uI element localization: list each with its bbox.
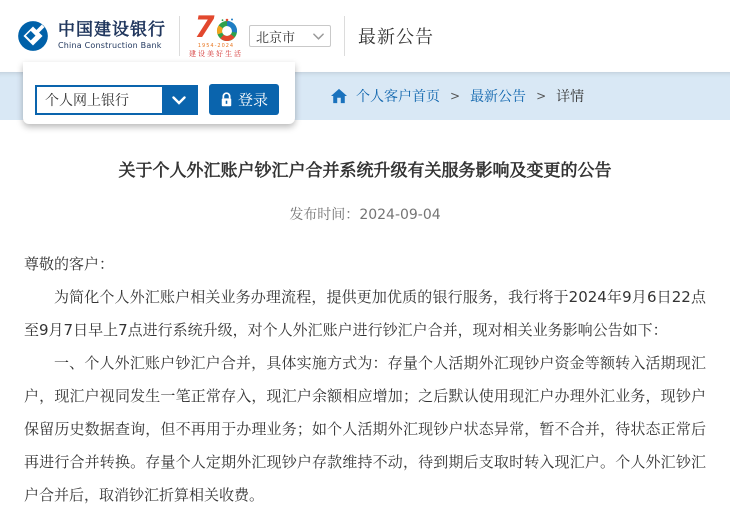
- article-body: [24, 248, 706, 512]
- channel-selector-value: 个人网上银行: [45, 93, 129, 109]
- article-content: [0, 120, 730, 504]
- anniversary-70-logo: [189, 10, 243, 58]
- publish-date: 2024-09-04: [359, 207, 441, 223]
- home-icon[interactable]: [330, 88, 348, 104]
- publish-time-label: 发布时间：: [289, 207, 360, 223]
- anniversary-number: [194, 10, 237, 45]
- breadcrumb: [330, 86, 584, 106]
- channel-selector[interactable]: [35, 85, 198, 115]
- city-selector[interactable]: [249, 25, 331, 47]
- breadcrumb-announcements-link[interactable]: 最新公告: [470, 89, 527, 105]
- anniversary-7: 7: [194, 10, 215, 45]
- login-button[interactable]: [209, 84, 279, 115]
- article-title: 关于个人外汇账户钞汇户合并系统升级有关服务影响及变更的公告: [118, 161, 612, 181]
- login-button-label: 登录: [237, 91, 268, 109]
- paragraph-intro: 为简化个人外汇账户相关业务办理流程，提供更加优质的银行服务，我行将于2024年9月6日22点至9月7日早上7点进行系统升级，对个人外汇账户进行钞汇户合并，现对相关业务影响公告如下：: [24, 288, 706, 339]
- paragraph-item-1: 一、个人外汇账户钞汇户合并，具体实施方式为：存量个人活期外汇现钞户资金等额转入活期现汇户，现汇户视同发生一笔正常存入，现汇户余额相应增加；之后默认使用现汇户办理外汇业务，现钞户保留历史数据查询，但不再用于办理业务；如个人活期外汇现钞户状态异常，暂不合并，待状态正常后再进行合并转换。存量个人定期外汇现钞户存款维持不动，待到期后支取时转入现汇户。个人外汇钞汇户合并后，取消钞汇折算相关收费。: [24, 354, 706, 504]
- ccb-emblem-icon: [15, 18, 51, 54]
- lock-icon: [220, 92, 233, 107]
- breadcrumb-home-link[interactable]: 个人客户首页: [356, 89, 440, 105]
- channel-selector-arrow[interactable]: [162, 87, 196, 113]
- page-title: 最新公告: [358, 27, 434, 48]
- paragraph-greeting: 尊敬的客户：: [24, 255, 115, 273]
- chevron-down-icon: [172, 96, 186, 105]
- anniversary-slogan: 建设美好生活: [189, 50, 243, 58]
- anniversary-years: 1954-2024: [197, 43, 235, 49]
- header-divider: [179, 16, 180, 56]
- breadcrumb-separator: >: [450, 89, 461, 103]
- city-selector-value: 北京市: [256, 30, 296, 46]
- breadcrumb-separator: >: [536, 89, 547, 103]
- bank-logo: [15, 18, 166, 54]
- header-divider-2: [344, 16, 345, 56]
- bank-name: [58, 22, 166, 50]
- bank-name-en: China Construction Bank: [58, 41, 162, 50]
- bank-name-cn: 中国建设银行: [58, 20, 166, 40]
- chevron-down-icon: [313, 33, 324, 40]
- anniversary-0-icon: [216, 18, 238, 42]
- publish-time: [24, 204, 706, 224]
- breadcrumb-current: 详情: [556, 89, 585, 105]
- login-card: [23, 62, 295, 124]
